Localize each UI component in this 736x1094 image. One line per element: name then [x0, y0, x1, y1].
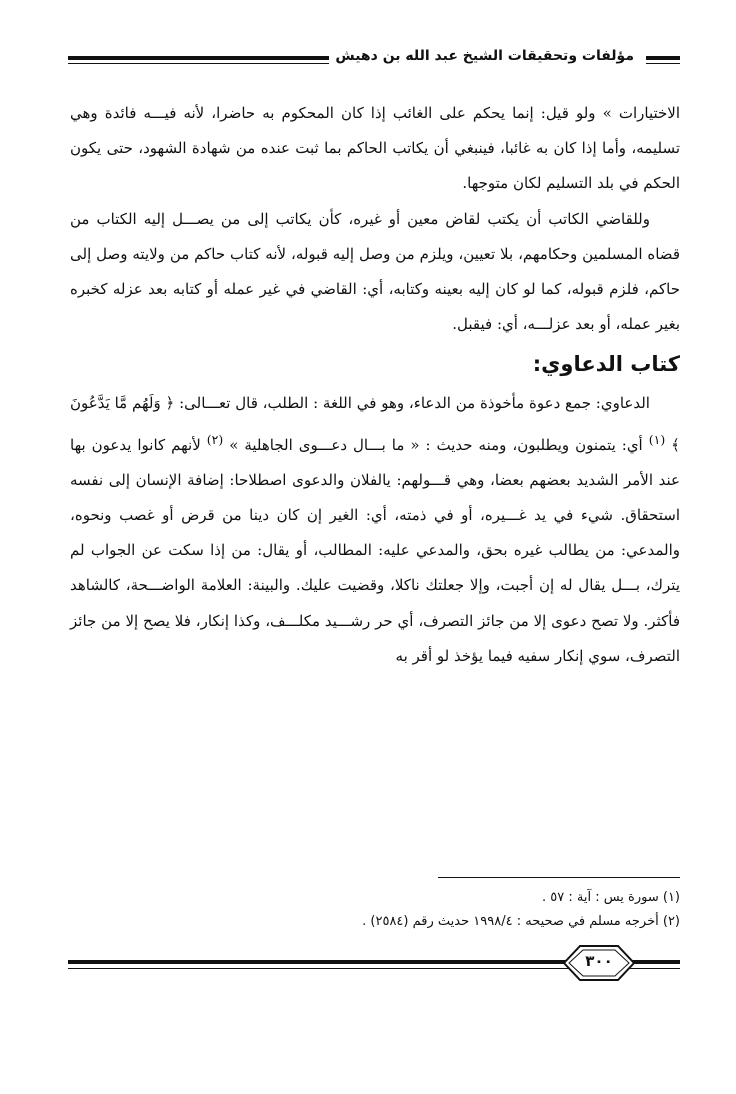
- footnote-separator: [438, 877, 680, 878]
- footnotes: [150, 886, 680, 934]
- footnote: (٢) أخرجه مسلم في صحيحه : ١٩٩٨/٤ حديث رقم (٢٥٨٤) .: [362, 914, 680, 929]
- paragraph: [70, 386, 680, 674]
- paragraph: الاختيارات » ولو قيل: إنما يحكم على الغائب إذا كان المحكوم به حاضرا، لأنه فيـــه فائدة وهي تسليمه، وأما إذا كان به غائبا، فينبغي أن يكاتب الحاكم بما ثبت عنده من شهادة الشهود، حتى يكون الحكم في بلد التسليم لكان متوجها.: [70, 104, 680, 193]
- paragraph-text: أي: يتمنون ويطلبون، ومنه حديث : « ما بـــال دعـــوى الجاهلية »: [229, 435, 643, 454]
- page-number: ٣٠٠: [585, 952, 613, 970]
- header-rule: [68, 56, 350, 60]
- footnote-ref: (١): [648, 431, 666, 447]
- quran-verse: ﴿ وَلَهُم مَّا يَدَّعُونَ ﴾: [70, 394, 680, 454]
- running-header: [68, 48, 680, 74]
- header-ornament-thin: [646, 63, 680, 64]
- section-heading: كتاب الدعاوي:: [532, 352, 680, 377]
- page-body: [70, 96, 680, 674]
- page-number-badge: [562, 944, 636, 982]
- header-title: مؤلفات وتحقيقات الشيخ عبد الله بن دهيش: [329, 48, 640, 64]
- header-rule-thin: [68, 63, 350, 64]
- header-ornament: [646, 56, 680, 60]
- footnote: (١) سورة يس : آية : ٥٧ .: [541, 890, 680, 905]
- paragraph-text: الدعاوي: جمع دعوة مأخوذة من الدعاء، وهو في اللغة : الطلب، قال تعـــالى:: [179, 394, 650, 413]
- footnote-ref: (٢): [206, 431, 224, 447]
- paragraph: وللقاضي الكاتب أن يكتب لقاض معين أو غيره، كأن يكاتب إلى من يصـــل إليه الكتاب من قضاه المسلمين وحكامهم، بلا تعيين، ويلزم من وصل إليه قبوله، لأنه كتاب حاكم من ولايته وصل إلى حاكم، فلزم قبوله، كما لو كان إليه بعينه وكتابه، أي: القاضي في غير عمله أو كتابه بعد عزله كخبره بغير عمله، أو بعد عزلـــه، أي: فيقبل.: [70, 209, 680, 334]
- paragraph-text: لأنهم كانوا يدعون بها عند الأمر الشديد بعضهم بعضا، وهي قـــولهم: يالفلان والدعوى اصطلاحا: إضافة الإنسان إلى نفسه استحقاق. شيء في يد غـــيره، أو في ذمته، أي: الغير إن كان دينا من قرض أو غصب ونحوه، والمدعي: من يطالب غيره بحق، والمدعي عليه: المطالب، أو يقال: من إذا سكت عن الجواب لم يترك، بـــل يقال له إن أجبت، وإلا جعلتك ناكلا، وقضيت عليك. والبينة: العلامة الواضـــحة، كالشاهد فأكثر. ولا تصح دعوى إلا من جائز التصرف، أي حر رشـــيد مكلـــف، وكذا إنكار، فلا يصح إلا من جائز التصرف، سوي إنكار سفيه فيما يؤخذ لو أقر به: [70, 435, 680, 665]
